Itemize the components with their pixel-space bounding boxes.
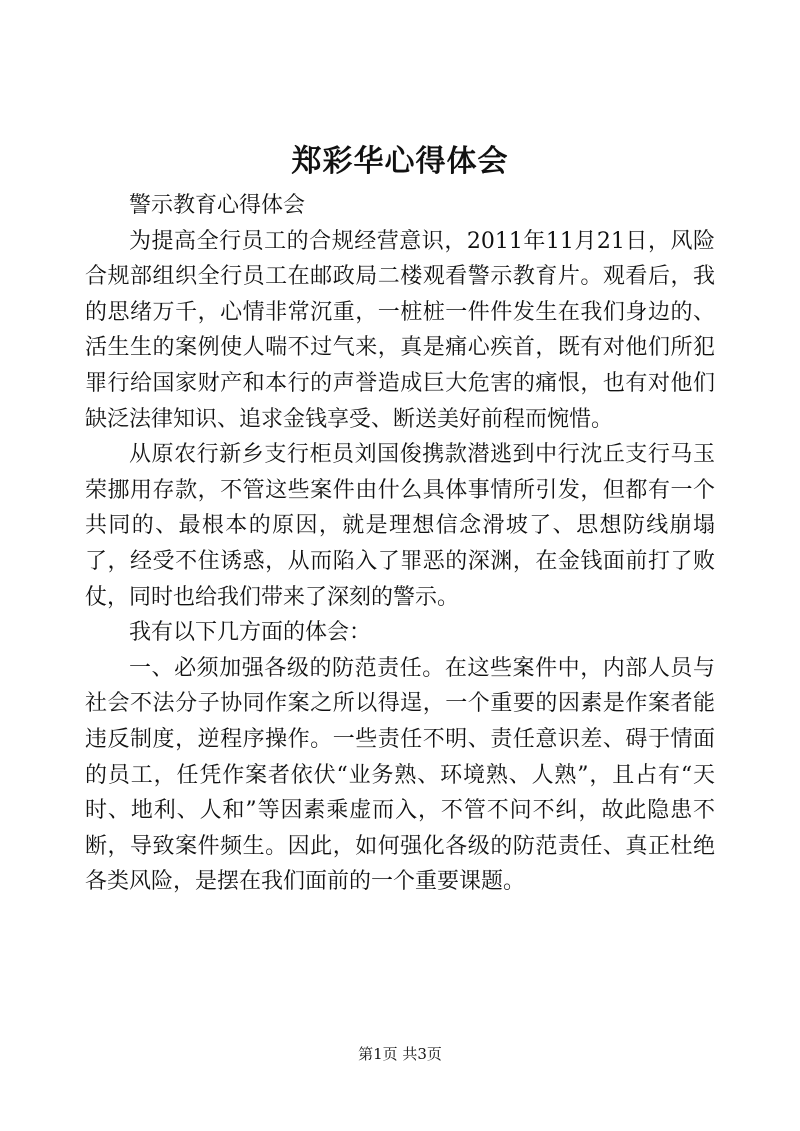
- subtitle-paragraph: 警示教育心得体会: [129, 193, 306, 218]
- point-one-paragraph: 一、必须加强各级的防范责任。在这些案件中，内部人员与社会不法分子协同作案之所以得逞，一个重要的因素是作案者能违反制度，逆程序操作。一些责任不明、责任意识差、碍于情面的员工，任凭作案者依伏“业务熟、环境熟、人熟”，且占有“天时、地利、人和”等因素乘虚而入，不管不问不纠，故此隐患不断，导致案件频生。因此，如何强化各级的防范责任、真正杜绝各类风险，是摆在我们面前的一个重要课题。: [85, 655, 715, 895]
- cases-paragraph: 从原农行新乡支行柜员刘国俊携款潜逃到中行沈丘支行马玉荣挪用存款，不管这些案件由什么具体事情所引发，但都有一个共同的、最根本的原因，就是理想信念滑坡了、思想防线崩塌了，经受不住诱惑，从而陷入了罪恶的深渊，在金钱面前打了败仗，同时也给我们带来了深刻的警示。: [85, 442, 715, 610]
- document-title: 郑彩华心得体会: [291, 144, 509, 179]
- intro-paragraph: 为提高全行员工的合规经营意识，2011年11月21日，风险合规部组织全行员工在邮政局二楼观看警示教育片。观看后，我的思绪万千，心情非常沉重，一桩桩一件件发生在我们身边的、活生生的案例使人喘不过气来，真是痛心疾首，既有对他们所犯罪行给国家财产和本行的声誉造成巨大危害的痛恨，也有对他们缺泛法律知识、追求金钱享受、断送美好前程而惋惜。: [85, 228, 715, 432]
- document-body: [85, 188, 715, 900]
- reflections-lead-paragraph: 我有以下几方面的体会：: [129, 620, 372, 646]
- page-footer: 第1页 共3页: [358, 1045, 442, 1063]
